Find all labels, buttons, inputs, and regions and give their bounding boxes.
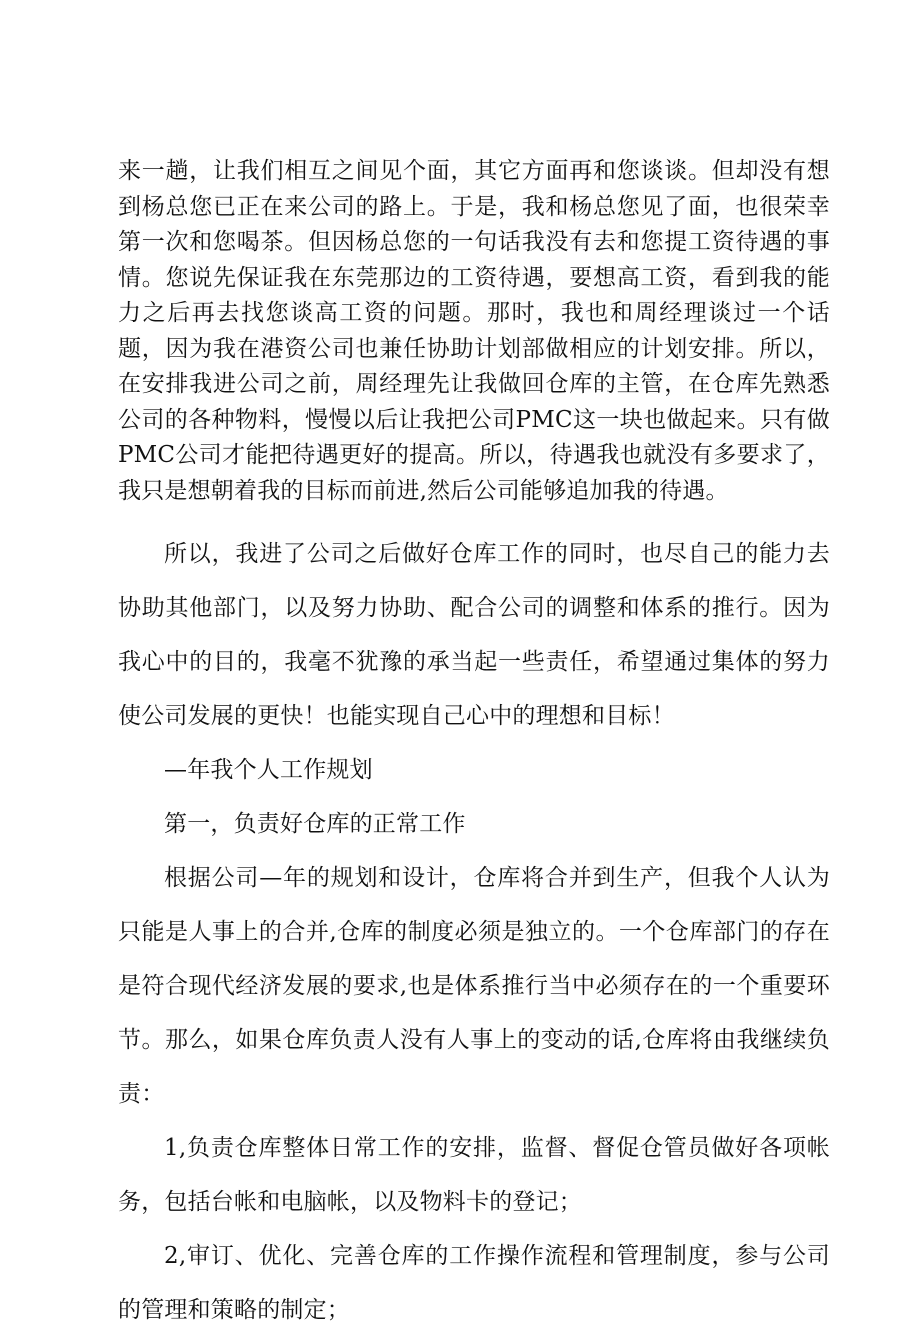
paragraph-continuation: 来一趟，让我们相互之间见个面，其它方面再和您谈谈。但却没有想到杨总您已正在来公司的路上。于是，我和杨总您见了面，也很荣幸第一次和您喝茶。但因杨总您的一句话我没有去和您提工资待遇的事情。您说先保证我在东莞那边的工资待遇，要想高工资，看到我的能力之后再去找您谈高工资的问题。那时，我也和周经理谈过一个话题，因为我在港资公司也兼任协助计划部做相应的计划安排。所以，在安排我进公司之前，周经理先让我做回仓库的主管，在仓库先熟悉公司的各种物料，慢慢以后让我把公司PMC这一块也做起来。只有做PMC公司才能把待遇更好的提高。所以，待遇我也就没有多要求了，我只是想朝着我的目标而前进,然后公司能够追加我的待遇。 bbox=[118, 158, 830, 504]
document-page bbox=[118, 154, 830, 1337]
subsection-heading: 第一，负责好仓库的正常工作 bbox=[164, 811, 466, 837]
section-heading: —年我个人工作规划 bbox=[164, 757, 373, 783]
paragraph-body: 所以，我进了公司之后做好仓库工作的同时，也尽自己的能力去协助其他部门，以及努力协助、配合公司的调整和体系的推行。因为我心中的目的，我毫不犹豫的承当起一些责任，希望通过集体的努力使公司发展的更快！也能实现自己心中的理想和目标！ bbox=[118, 541, 830, 729]
list-item: 2,审订、优化、完善仓库的工作操作流程和管理制度，参与公司的管理和策略的制定； bbox=[118, 1243, 830, 1323]
paragraph-body: 根据公司—年的规划和设计，仓库将合并到生产，但我个人认为只能是人事上的合并,仓库的制度必须是独立的。一个仓库部门的存在是符合现代经济发展的要求,也是体系推行当中必须存在的一个重要环节。那么，如果仓库负责人没有人事上的变动的话,仓库将由我继续负责： bbox=[118, 865, 830, 1107]
list-item: 1,负责仓库整体日常工作的安排，监督、督促仓管员做好各项帐务，包括台帐和电脑帐，以及物料卡的登记； bbox=[118, 1135, 830, 1215]
